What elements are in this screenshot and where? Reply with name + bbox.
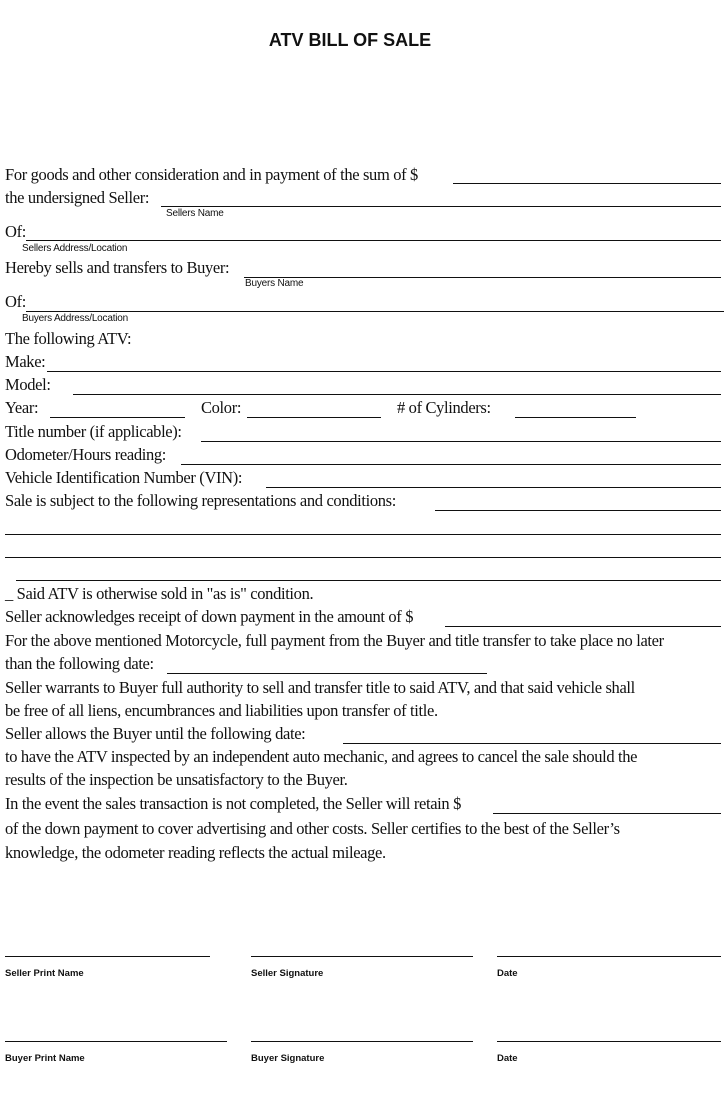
- model-field[interactable]: [73, 394, 721, 395]
- retain-text-2: of the down payment to cover advertising and other costs. Seller certifies to the best of the Seller’s: [5, 819, 620, 838]
- buyer-intro-text: Hereby sells and transfers to Buyer:: [5, 258, 230, 277]
- odometer-field[interactable]: [181, 464, 721, 465]
- conditions-field-2[interactable]: [5, 534, 721, 535]
- seller-signature-field[interactable]: [251, 956, 473, 957]
- model-label: Model:: [5, 375, 51, 394]
- full-payment-text-2: than the following date:: [5, 654, 154, 673]
- inspection-text-1: Seller allows the Buyer until the following date:: [5, 724, 306, 743]
- buyer-address-field[interactable]: [26, 311, 724, 312]
- make-label: Make:: [5, 352, 46, 371]
- seller-name-field[interactable]: [161, 206, 721, 207]
- title-number-label: Title number (if applicable):: [5, 422, 182, 441]
- buyer-print-name-caption: Buyer Print Name: [5, 1053, 85, 1064]
- document-title: ATV BILL OF SALE: [268, 30, 432, 50]
- full-payment-text-1: For the above mentioned Motorcycle, full payment from the Buyer and title transfer to take place no later: [5, 631, 664, 650]
- buyer-date-field[interactable]: [497, 1041, 721, 1042]
- retain-text-1: In the event the sales transaction is not completed, the Seller will retain $: [5, 794, 461, 813]
- seller-date-caption: Date: [497, 968, 518, 979]
- seller-print-name-caption: Seller Print Name: [5, 968, 84, 979]
- make-field[interactable]: [47, 371, 721, 372]
- vin-label: Vehicle Identification Number (VIN):: [5, 468, 243, 487]
- buyers-address-caption: Buyers Address/Location: [22, 313, 129, 324]
- of-label-seller: Of:: [5, 222, 26, 241]
- buyer-signature-caption: Buyer Signature: [251, 1053, 325, 1064]
- title-number-field[interactable]: [201, 441, 721, 442]
- retain-text-3: knowledge, the odometer reading reflects the actual mileage.: [5, 843, 386, 862]
- conditions-field-3[interactable]: [5, 557, 721, 558]
- year-label: Year:: [5, 398, 39, 417]
- seller-address-field[interactable]: [26, 240, 721, 241]
- inspection-date-field[interactable]: [343, 743, 721, 744]
- full-payment-date-field[interactable]: [167, 673, 487, 674]
- seller-date-field[interactable]: [497, 956, 721, 957]
- sum-intro-text: For goods and other consideration and in payment of the sum of $: [5, 165, 418, 184]
- conditions-field-1[interactable]: [435, 510, 721, 511]
- sellers-name-caption: Sellers Name: [166, 208, 224, 219]
- odometer-label: Odometer/Hours reading:: [5, 445, 167, 464]
- cylinders-field[interactable]: [515, 417, 636, 418]
- vin-field[interactable]: [266, 487, 721, 488]
- buyer-name-field[interactable]: [244, 277, 721, 278]
- conditions-field-4[interactable]: [16, 580, 721, 581]
- seller-intro-text: the undersigned Seller:: [5, 188, 150, 207]
- sum-amount-field[interactable]: [453, 183, 721, 184]
- following-atv-text: The following ATV:: [5, 329, 132, 348]
- sellers-address-caption: Sellers Address/Location: [22, 243, 128, 254]
- inspection-text-2: to have the ATV inspected by an independent auto mechanic, and agrees to cancel the sale should the: [5, 747, 638, 766]
- down-payment-text: Seller acknowledges receipt of down payment in the amount of $: [5, 607, 414, 626]
- warrants-text-1: Seller warrants to Buyer full authority to sell and transfer title to said ATV, and that said vehicle shall: [5, 678, 635, 697]
- seller-print-name-field[interactable]: [5, 956, 210, 957]
- color-label: Color:: [201, 398, 242, 417]
- color-field[interactable]: [247, 417, 381, 418]
- inspection-text-3: results of the inspection be unsatisfactory to the Buyer.: [5, 770, 348, 789]
- buyer-signature-field[interactable]: [251, 1041, 473, 1042]
- retain-amount-field[interactable]: [493, 813, 721, 814]
- conditions-label: Sale is subject to the following representations and conditions:: [5, 491, 396, 510]
- cylinders-label: # of Cylinders:: [397, 398, 491, 417]
- warrants-text-2: be free of all liens, encumbrances and liabilities upon transfer of title.: [5, 701, 438, 720]
- buyers-name-caption: Buyers Name: [245, 278, 304, 289]
- buyer-print-name-field[interactable]: [5, 1041, 227, 1042]
- down-payment-field[interactable]: [445, 626, 721, 627]
- buyer-date-caption: Date: [497, 1053, 518, 1064]
- year-field[interactable]: [50, 417, 185, 418]
- as-is-text: _ Said ATV is otherwise sold in "as is" condition.: [5, 584, 314, 603]
- of-label-buyer: Of:: [5, 292, 26, 311]
- seller-signature-caption: Seller Signature: [251, 968, 324, 979]
